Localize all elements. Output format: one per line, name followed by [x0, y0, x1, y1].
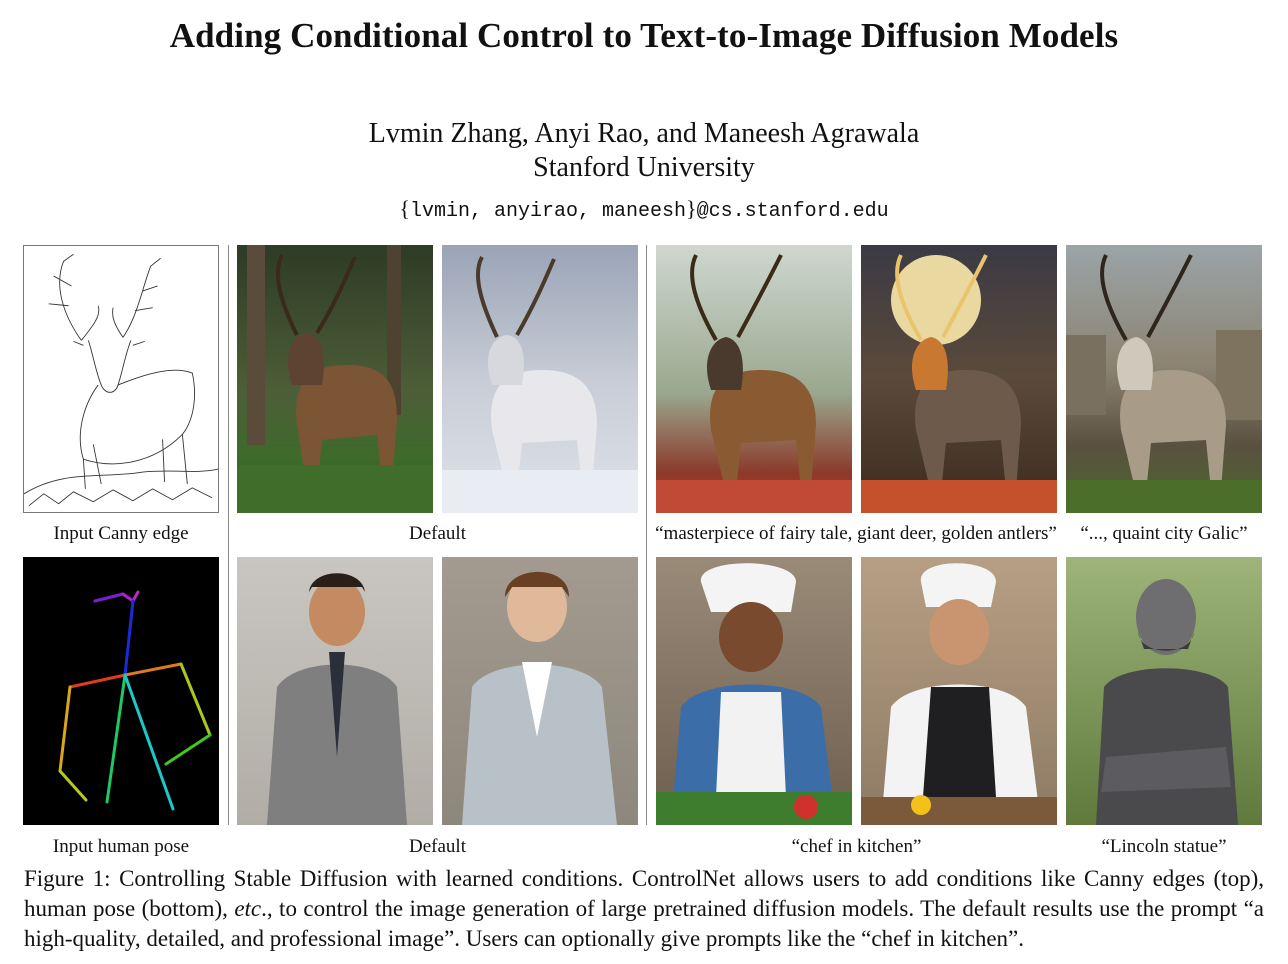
chef-blue-image — [656, 557, 852, 825]
caption-etc: etc — [234, 896, 262, 921]
human-pose-image — [23, 557, 219, 825]
default-deer-snow-image — [442, 245, 638, 513]
fairy-deer-art — [656, 245, 852, 513]
golden-deer-art — [861, 245, 1057, 513]
affiliation: Stanford University — [533, 152, 755, 183]
caption-text-1: Controlling Stable Diffusion with learned conditions. ControlNet allows users to add conditions like Canny edges (top), human pose (bottom), — [24, 866, 1264, 921]
canny-edge-image — [23, 245, 219, 513]
canny-edge-drawing — [24, 246, 218, 512]
default-deer-forest-image — [237, 245, 433, 513]
deer-snow-art — [442, 245, 638, 513]
caption-chef-prompt: “chef in kitchen” — [791, 836, 922, 857]
separator-left — [228, 245, 229, 825]
caption-city-prompt: “..., quaint city Galic” — [1080, 523, 1248, 544]
pose-skeleton — [23, 557, 219, 825]
email-brace-close: } — [686, 196, 697, 221]
city-deer-art — [1066, 245, 1262, 513]
caption-fairy-tale-prompt: “masterpiece of fairy tale, giant deer, golden antlers” — [655, 523, 1057, 544]
author-names: Lvmin Zhang, Anyi Rao, and Maneesh Agrawala — [368, 118, 920, 149]
figure-label: Figure 1: — [24, 866, 111, 891]
caption-input-canny-edge: Input Canny edge — [53, 523, 189, 544]
author-block — [0, 117, 1288, 185]
email-users: lvmin, anyirao, maneesh — [409, 200, 686, 223]
caption-default-row2: Default — [409, 836, 466, 857]
deer-forest-art — [237, 245, 433, 513]
default-man-suit-image — [237, 557, 433, 825]
city-deer-image — [1066, 245, 1262, 513]
lincoln-statue-image — [1066, 557, 1262, 825]
default-boy-jacket-image — [442, 557, 638, 825]
lincoln-statue-art — [1066, 557, 1262, 825]
email-brace-open: { — [399, 196, 410, 221]
man-suit-art — [237, 557, 433, 825]
email-domain: @cs.stanford.edu — [696, 200, 889, 223]
chef-apron-image — [861, 557, 1057, 825]
caption-lincoln-prompt: “Lincoln statue” — [1101, 836, 1227, 857]
caption-input-human-pose: Input human pose — [52, 836, 190, 857]
figure-caption — [24, 864, 1264, 954]
author-emails — [0, 196, 1288, 223]
fairy-tale-deer-image — [656, 245, 852, 513]
golden-antlers-deer-image — [861, 245, 1057, 513]
chef-apron-art — [861, 557, 1057, 825]
caption-default-row1: Default — [409, 523, 466, 544]
chef-blue-art — [656, 557, 852, 825]
boy-jacket-art — [442, 557, 638, 825]
caption-text-2: ., to control the image generation of large pretrained diffusion models. The default results use the prompt “a high-quality, detailed, and professional image”. Users can optionally give prompts like the “chef in kitchen”. — [24, 896, 1265, 951]
paper-title: Adding Conditional Control to Text-to-Image Diffusion Models — [169, 16, 1119, 55]
